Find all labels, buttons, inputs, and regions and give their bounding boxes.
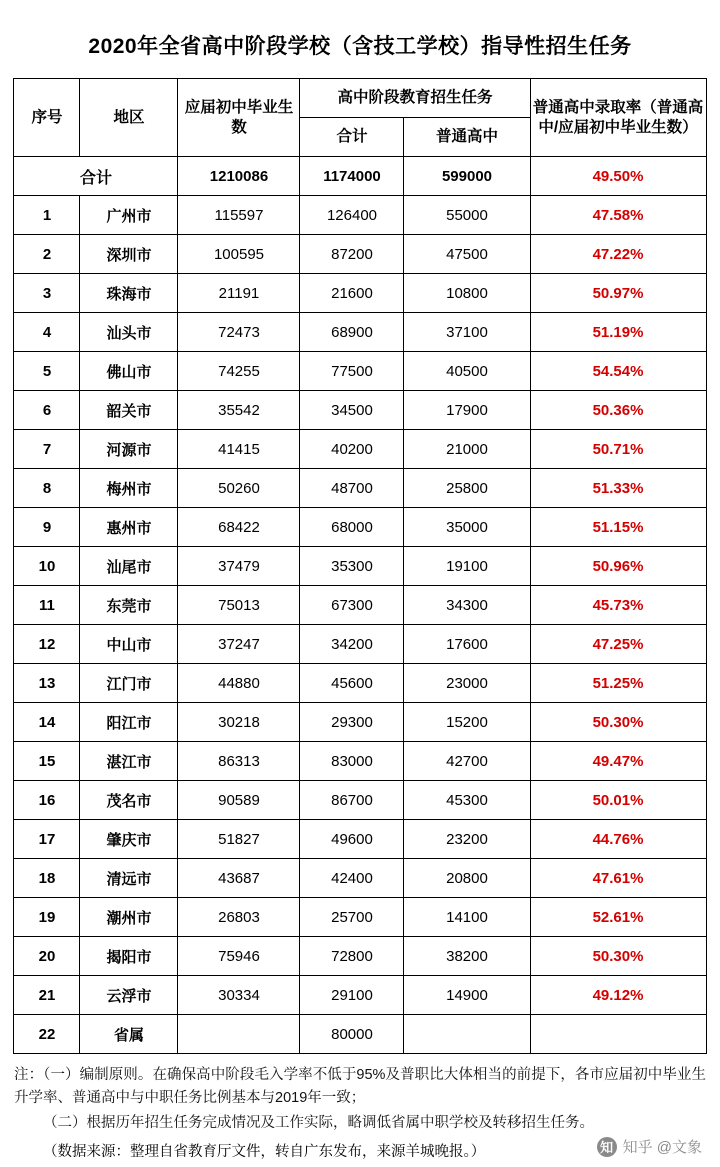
row-region: 惠州市 bbox=[80, 508, 178, 547]
row-general bbox=[404, 1015, 530, 1054]
row-graduates: 75013 bbox=[178, 586, 300, 625]
table-row bbox=[14, 859, 706, 898]
row-rate: 51.33% bbox=[530, 469, 706, 508]
table-row bbox=[14, 820, 706, 859]
table-row bbox=[14, 430, 706, 469]
row-total: 68000 bbox=[300, 508, 404, 547]
row-general: 38200 bbox=[404, 937, 530, 976]
row-total: 42400 bbox=[300, 859, 404, 898]
row-region: 阳江市 bbox=[80, 703, 178, 742]
table-row bbox=[14, 664, 706, 703]
row-region: 汕头市 bbox=[80, 313, 178, 352]
row-rate: 47.25% bbox=[530, 625, 706, 664]
row-no: 10 bbox=[14, 547, 80, 586]
row-general: 23000 bbox=[404, 664, 530, 703]
row-rate: 50.97% bbox=[530, 274, 706, 313]
row-total: 25700 bbox=[300, 898, 404, 937]
row-graduates bbox=[178, 1015, 300, 1054]
row-rate: 49.12% bbox=[530, 976, 706, 1015]
row-graduates: 44880 bbox=[178, 664, 300, 703]
row-general: 14900 bbox=[404, 976, 530, 1015]
row-total: 126400 bbox=[300, 196, 404, 235]
row-region: 省属 bbox=[80, 1015, 178, 1054]
row-total: 80000 bbox=[300, 1015, 404, 1054]
note-line-2: （二）根据历年招生任务完成情况及工作实际，略调低省属中职学校及转移招生任务。 bbox=[43, 1115, 594, 1132]
header-total: 合计 bbox=[300, 118, 404, 157]
row-region: 汕尾市 bbox=[80, 547, 178, 586]
table-row bbox=[14, 508, 706, 547]
row-general: 42700 bbox=[404, 742, 530, 781]
row-rate: 49.47% bbox=[530, 742, 706, 781]
row-no: 20 bbox=[14, 937, 80, 976]
row-region: 云浮市 bbox=[80, 976, 178, 1015]
row-total: 35300 bbox=[300, 547, 404, 586]
row-total: 77500 bbox=[300, 352, 404, 391]
row-general: 10800 bbox=[404, 274, 530, 313]
row-general: 23200 bbox=[404, 820, 530, 859]
row-no: 21 bbox=[14, 976, 80, 1015]
row-graduates: 35542 bbox=[178, 391, 300, 430]
row-no: 6 bbox=[14, 391, 80, 430]
row-graduates: 30334 bbox=[178, 976, 300, 1015]
summary-row bbox=[14, 157, 706, 196]
row-general: 34300 bbox=[404, 586, 530, 625]
row-no: 2 bbox=[14, 235, 80, 274]
row-region: 揭阳市 bbox=[80, 937, 178, 976]
table-row bbox=[14, 625, 706, 664]
row-rate: 50.30% bbox=[530, 703, 706, 742]
summary-total: 1174000 bbox=[300, 157, 404, 196]
row-graduates: 74255 bbox=[178, 352, 300, 391]
row-no: 7 bbox=[14, 430, 80, 469]
row-rate: 44.76% bbox=[530, 820, 706, 859]
row-graduates: 75946 bbox=[178, 937, 300, 976]
row-rate: 51.19% bbox=[530, 313, 706, 352]
header-rate: 普通高中录取率（普通高中/应届初中毕业生数） bbox=[530, 79, 706, 157]
row-general: 47500 bbox=[404, 235, 530, 274]
row-rate: 50.36% bbox=[530, 391, 706, 430]
table-row bbox=[14, 976, 706, 1015]
row-total: 48700 bbox=[300, 469, 404, 508]
row-rate: 45.73% bbox=[530, 586, 706, 625]
row-total: 49600 bbox=[300, 820, 404, 859]
table-row bbox=[14, 235, 706, 274]
notes-block bbox=[14, 1064, 706, 1136]
row-rate: 50.96% bbox=[530, 547, 706, 586]
row-rate: 51.15% bbox=[530, 508, 706, 547]
row-total: 21600 bbox=[300, 274, 404, 313]
row-region: 清远市 bbox=[80, 859, 178, 898]
table-row bbox=[14, 274, 706, 313]
row-total: 29300 bbox=[300, 703, 404, 742]
row-region: 茂名市 bbox=[80, 781, 178, 820]
row-total: 83000 bbox=[300, 742, 404, 781]
row-region: 梅州市 bbox=[80, 469, 178, 508]
table-row bbox=[14, 898, 706, 937]
row-general: 15200 bbox=[404, 703, 530, 742]
row-region: 东莞市 bbox=[80, 586, 178, 625]
row-no: 16 bbox=[14, 781, 80, 820]
row-rate: 47.61% bbox=[530, 859, 706, 898]
row-rate: 50.30% bbox=[530, 937, 706, 976]
row-general: 35000 bbox=[404, 508, 530, 547]
row-rate bbox=[530, 1015, 706, 1054]
row-region: 潮州市 bbox=[80, 898, 178, 937]
row-no: 14 bbox=[14, 703, 80, 742]
row-no: 13 bbox=[14, 664, 80, 703]
row-general: 21000 bbox=[404, 430, 530, 469]
page-title: 2020年全省高中阶段学校（含技工学校）指导性招生任务 bbox=[88, 35, 632, 58]
row-no: 4 bbox=[14, 313, 80, 352]
row-no: 12 bbox=[14, 625, 80, 664]
row-graduates: 37247 bbox=[178, 625, 300, 664]
row-total: 40200 bbox=[300, 430, 404, 469]
row-graduates: 100595 bbox=[178, 235, 300, 274]
row-rate: 50.71% bbox=[530, 430, 706, 469]
row-graduates: 37479 bbox=[178, 547, 300, 586]
row-graduates: 30218 bbox=[178, 703, 300, 742]
summary-general: 599000 bbox=[404, 157, 530, 196]
row-total: 86700 bbox=[300, 781, 404, 820]
summary-label: 合计 bbox=[14, 157, 178, 196]
summary-graduates: 1210086 bbox=[178, 157, 300, 196]
row-rate: 47.58% bbox=[530, 196, 706, 235]
row-no: 15 bbox=[14, 742, 80, 781]
row-general: 14100 bbox=[404, 898, 530, 937]
row-no: 9 bbox=[14, 508, 80, 547]
row-region: 湛江市 bbox=[80, 742, 178, 781]
table-row bbox=[14, 703, 706, 742]
row-rate: 52.61% bbox=[530, 898, 706, 937]
row-no: 22 bbox=[14, 1015, 80, 1054]
row-graduates: 41415 bbox=[178, 430, 300, 469]
row-general: 20800 bbox=[404, 859, 530, 898]
row-graduates: 90589 bbox=[178, 781, 300, 820]
header-general: 普通高中 bbox=[404, 118, 530, 157]
row-no: 5 bbox=[14, 352, 80, 391]
table-row bbox=[14, 469, 706, 508]
header-no: 序号 bbox=[14, 79, 80, 157]
row-general: 25800 bbox=[404, 469, 530, 508]
table-row bbox=[14, 1015, 706, 1054]
row-graduates: 43687 bbox=[178, 859, 300, 898]
watermark bbox=[597, 1136, 702, 1157]
row-total: 34500 bbox=[300, 391, 404, 430]
row-region: 河源市 bbox=[80, 430, 178, 469]
row-total: 67300 bbox=[300, 586, 404, 625]
row-graduates: 86313 bbox=[178, 742, 300, 781]
table-header bbox=[14, 79, 706, 157]
row-graduates: 51827 bbox=[178, 820, 300, 859]
enrollment-table bbox=[13, 78, 706, 1054]
row-graduates: 68422 bbox=[178, 508, 300, 547]
table-row bbox=[14, 781, 706, 820]
row-rate: 50.01% bbox=[530, 781, 706, 820]
row-no: 3 bbox=[14, 274, 80, 313]
source-note: （数据来源：整理自省教育厅文件，转自广东发布，来源羊城晚报。） bbox=[43, 1143, 486, 1160]
summary-rate: 49.50% bbox=[530, 157, 706, 196]
table-row bbox=[14, 196, 706, 235]
row-total: 29100 bbox=[300, 976, 404, 1015]
row-region: 韶关市 bbox=[80, 391, 178, 430]
table-row bbox=[14, 937, 706, 976]
table-row bbox=[14, 313, 706, 352]
row-graduates: 26803 bbox=[178, 898, 300, 937]
row-total: 68900 bbox=[300, 313, 404, 352]
row-general: 37100 bbox=[404, 313, 530, 352]
row-no: 18 bbox=[14, 859, 80, 898]
zhihu-logo-icon: 知 bbox=[597, 1137, 617, 1157]
row-no: 17 bbox=[14, 820, 80, 859]
table-row bbox=[14, 352, 706, 391]
table-header-row-1 bbox=[14, 79, 706, 118]
row-region: 中山市 bbox=[80, 625, 178, 664]
row-general: 45300 bbox=[404, 781, 530, 820]
row-rate: 54.54% bbox=[530, 352, 706, 391]
row-rate: 47.22% bbox=[530, 235, 706, 274]
header-enrollment-group: 高中阶段教育招生任务 bbox=[300, 79, 530, 118]
watermark-text: 知乎 @文象 bbox=[622, 1139, 702, 1156]
note-line-1: 注：（一）编制原则。在确保高中阶段毛入学率不低于95%及普职比大体相当的前提下，各市应届初中毕业生升学率、普通高中与中职任务比例基本与2019年一致； bbox=[14, 1067, 706, 1107]
table-row bbox=[14, 547, 706, 586]
row-general: 19100 bbox=[404, 547, 530, 586]
header-graduates: 应届初中毕业生数 bbox=[178, 79, 300, 157]
row-region: 佛山市 bbox=[80, 352, 178, 391]
row-no: 8 bbox=[14, 469, 80, 508]
row-graduates: 50260 bbox=[178, 469, 300, 508]
row-general: 17600 bbox=[404, 625, 530, 664]
row-graduates: 115597 bbox=[178, 196, 300, 235]
row-general: 17900 bbox=[404, 391, 530, 430]
row-total: 34200 bbox=[300, 625, 404, 664]
row-region: 广州市 bbox=[80, 196, 178, 235]
row-graduates: 21191 bbox=[178, 274, 300, 313]
row-total: 87200 bbox=[300, 235, 404, 274]
row-no: 11 bbox=[14, 586, 80, 625]
row-no: 1 bbox=[14, 196, 80, 235]
row-region: 肇庆市 bbox=[80, 820, 178, 859]
table-row bbox=[14, 586, 706, 625]
table-body bbox=[14, 157, 706, 1054]
header-region: 地区 bbox=[80, 79, 178, 157]
table-row bbox=[14, 391, 706, 430]
row-general: 40500 bbox=[404, 352, 530, 391]
row-total: 72800 bbox=[300, 937, 404, 976]
row-region: 江门市 bbox=[80, 664, 178, 703]
row-region: 珠海市 bbox=[80, 274, 178, 313]
row-no: 19 bbox=[14, 898, 80, 937]
row-region: 深圳市 bbox=[80, 235, 178, 274]
row-general: 55000 bbox=[404, 196, 530, 235]
table-row bbox=[14, 742, 706, 781]
row-graduates: 72473 bbox=[178, 313, 300, 352]
row-rate: 51.25% bbox=[530, 664, 706, 703]
row-total: 45600 bbox=[300, 664, 404, 703]
